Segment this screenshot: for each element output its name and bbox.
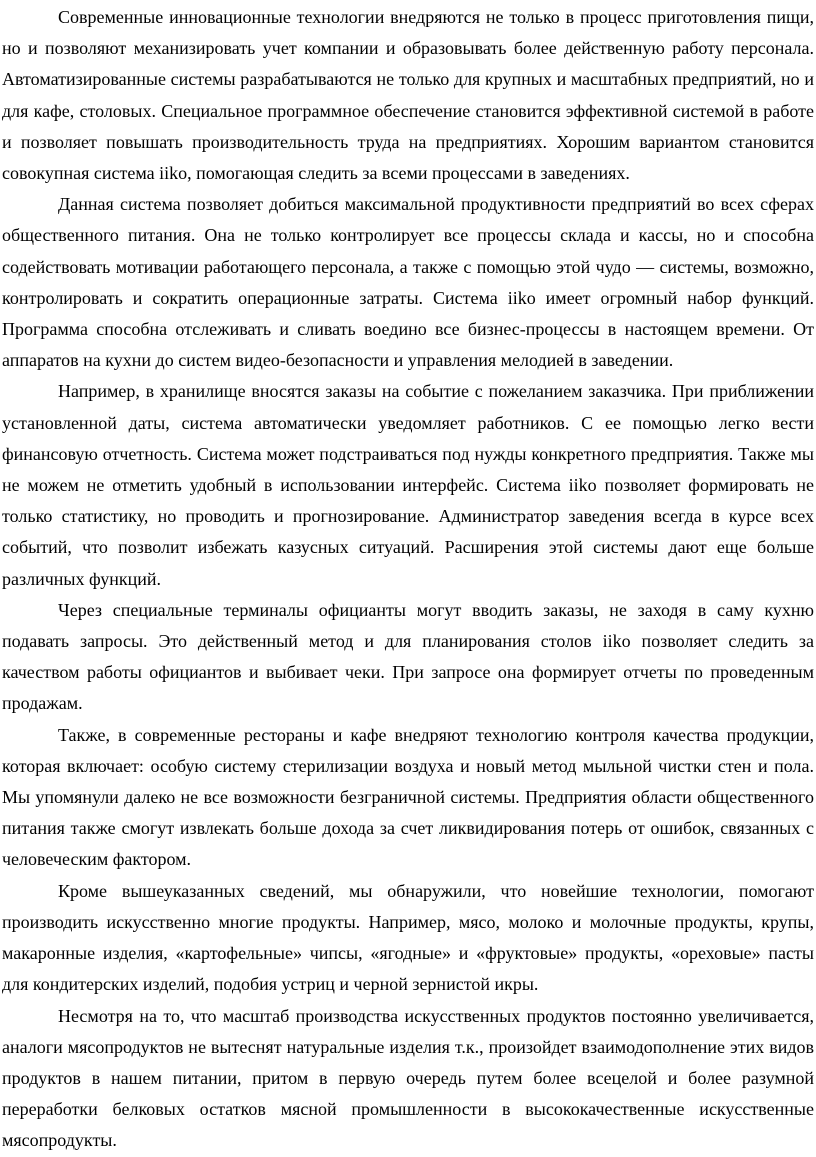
paragraph-1: Современные инновационные технологии внедряются не только в процесс приготовления пищи, но и позволяют механизировать учет компании и образовывать более действенную работу персонала. Автоматизированные системы разрабатываются не только для крупных и масштабных предприятий, но и для кафе, столовых. Специальное программное обеспечение становится эффективной системой в работе и позволяет повышать производительность труда на предприятиях. Хорошим вариантом становится совокупная система iiko, помогающая следить за всеми процессами в заведениях. xyxy=(2,7,814,184)
document-body xyxy=(2,2,814,1157)
paragraph-2: Данная система позволяет добиться максимальной продуктивности предприятий во всех сферах общественного питания. Она не только контролирует все процессы склада и кассы, но и способна содействовать мотивации работающего персонала, а также с помощью этой чудо — системы, возможно, контролировать и сократить операционные затраты. Система iiko имеет огромный набор функций. Программа способна отслеживать и сливать воедино все бизнес-процессы в настоящем времени. От аппаратов на кухни до систем видео-безопасности и управления мелодией в заведении. xyxy=(2,194,814,371)
paragraph-5: Также, в современные рестораны и кафе внедряют технологию контроля качества продукции, которая включает: особую систему стерилизации воздуха и новый метод мыльной чистки стен и пола. Мы упомянули далеко не все возможности безграничной системы. Предприятия области общественного питания также смогут извлекать больше дохода за счет ликвидирования потерь от ошибок, связанных с человеческим фактором. xyxy=(2,724,814,870)
paragraph-7: Несмотря на то, что масштаб производства искусственных продуктов постоянно увеличивается, аналоги мясопродуктов не вытеснят натуральные изделия т.к., произойдет взаимодополнение этих видов продуктов в нашем питании, притом в первую очередь путем более всецелой и более разумной переработки белковых остатков мясной промышленности в высококачественные искусственные мясопродукты. xyxy=(2,1005,814,1151)
paragraph-4: Через специальные терминалы официанты могут вводить заказы, не заходя в саму кухню подавать запросы. Это действенный метод и для планирования столов iiko позволяет следить за качеством работы официантов и выбивает чеки. При запросе она формирует отчеты по проведенным продажам. xyxy=(2,599,814,714)
paragraph-3: Например, в хранилище вносятся заказы на событие с пожеланием заказчика. При приближении установленной даты, система автоматически уведомляет работников. С ее помощью легко вести финансовую отчетность. Система может подстраиваться под нужды конкретного предприятия. Также мы не можем не отметить удобный в использовании интерфейс. Система iiko позволяет формировать не только статистику, но проводить и прогнозирование. Администратор заведения всегда в курсе всех событий, что позволит избежать казусных ситуаций. Расширения этой системы дают еще больше различных функций. xyxy=(2,381,814,589)
paragraph-6: Кроме вышеуказанных сведений, мы обнаружили, что новейшие технологии, помогают производить искусственно многие продукты. Например, мясо, молоко и молочные продукты, крупы, макаронные изделия, «картофельные» чипсы, «ягодные» и «фруктовые» продукты, «ореховые» пасты для кондитерских изделий, подобия устриц и черной зернистой икры. xyxy=(2,880,814,995)
